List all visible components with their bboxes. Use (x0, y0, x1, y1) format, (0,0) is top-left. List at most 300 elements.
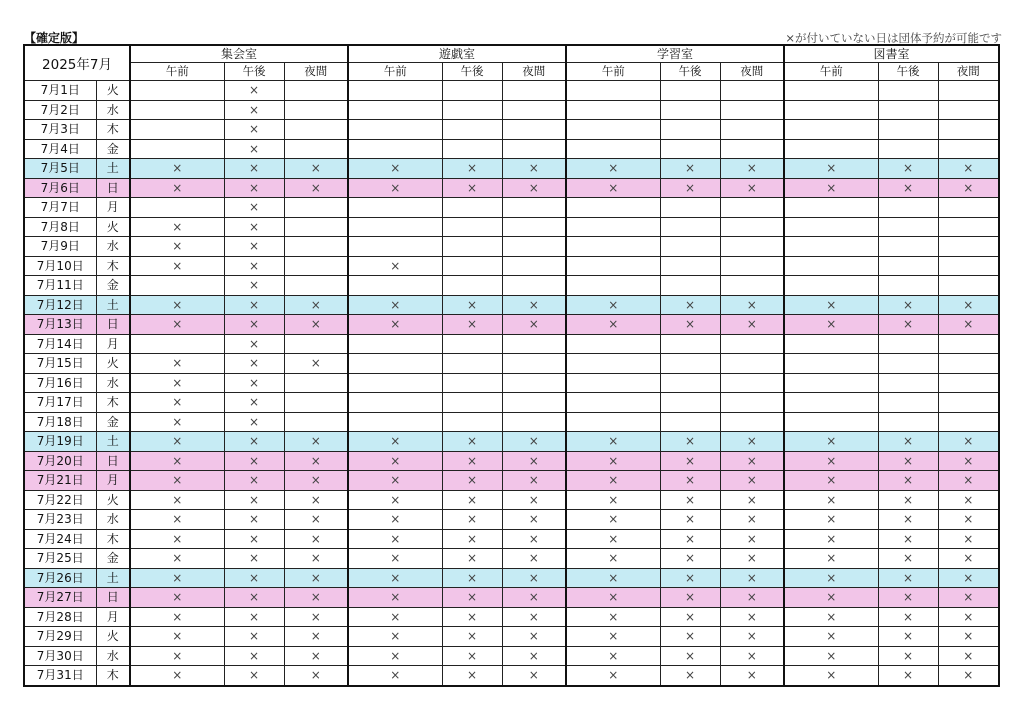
slot-cell (938, 100, 999, 120)
slot-cell: × (660, 178, 720, 198)
day-row (24, 451, 999, 471)
slot-cell: × (442, 646, 502, 666)
day-row (24, 373, 999, 393)
slot-cell (442, 412, 502, 432)
slot-cell: × (720, 529, 784, 549)
slot-cell: × (284, 568, 348, 588)
slot-cell: × (784, 315, 878, 335)
slot-cell: × (224, 178, 284, 198)
slot-cell (784, 354, 878, 374)
slot-cell (502, 237, 566, 257)
day-row (24, 354, 999, 374)
slot-cell (938, 237, 999, 257)
slot-cell (720, 354, 784, 374)
slot-cell (502, 81, 566, 101)
date-cell: 7月5日 (24, 159, 96, 179)
slot-cell: × (566, 432, 660, 452)
slot-cell (502, 373, 566, 393)
slot-cell (348, 276, 442, 296)
slot-cell (784, 276, 878, 296)
slot-cell (878, 120, 938, 140)
slot-cell (660, 412, 720, 432)
slot-cell: × (720, 159, 784, 179)
slot-cell: × (502, 471, 566, 491)
date-cell: 7月29日 (24, 627, 96, 647)
slot-cell: × (720, 315, 784, 335)
availability-note: ×が付いていない日は団体予約が可能です (785, 31, 1002, 45)
slot-cell (660, 81, 720, 101)
slot-cell: × (720, 568, 784, 588)
slot-cell: × (784, 490, 878, 510)
slot-cell (284, 81, 348, 101)
slot-cell: × (566, 627, 660, 647)
slot-header: 夜間 (720, 63, 784, 81)
slot-cell: × (130, 217, 224, 237)
slot-cell (566, 393, 660, 413)
slot-cell: × (224, 198, 284, 218)
slot-cell (442, 334, 502, 354)
slot-cell (284, 100, 348, 120)
slot-cell: × (348, 451, 442, 471)
slot-cell: × (502, 588, 566, 608)
slot-cell (566, 276, 660, 296)
slot-cell: × (784, 295, 878, 315)
slot-cell: × (284, 354, 348, 374)
weekday-cell: 水 (96, 646, 130, 666)
slot-cell: × (348, 568, 442, 588)
slot-cell: × (130, 529, 224, 549)
slot-cell: × (720, 510, 784, 530)
slot-cell: × (284, 295, 348, 315)
day-row (24, 529, 999, 549)
slot-cell (284, 217, 348, 237)
slot-cell: × (878, 529, 938, 549)
slot-cell: × (566, 451, 660, 471)
slot-cell (284, 120, 348, 140)
slot-cell (878, 256, 938, 276)
weekday-cell: 金 (96, 412, 130, 432)
slot-cell (878, 100, 938, 120)
slot-cell (130, 198, 224, 218)
date-cell: 7月24日 (24, 529, 96, 549)
slot-cell: × (878, 295, 938, 315)
slot-cell (348, 393, 442, 413)
slot-cell: × (566, 549, 660, 569)
date-cell: 7月15日 (24, 354, 96, 374)
slot-cell (284, 373, 348, 393)
slot-cell (348, 100, 442, 120)
slot-cell: × (130, 178, 224, 198)
slot-cell: × (878, 471, 938, 491)
month-label: 2025年7月 (24, 45, 130, 81)
slot-cell (566, 100, 660, 120)
slot-cell: × (878, 646, 938, 666)
slot-cell: × (224, 334, 284, 354)
slot-cell: × (938, 451, 999, 471)
weekday-cell: 水 (96, 373, 130, 393)
slot-cell: × (348, 607, 442, 627)
slot-cell: × (284, 588, 348, 608)
slot-cell (660, 373, 720, 393)
slot-cell (130, 81, 224, 101)
slot-cell (130, 100, 224, 120)
date-cell: 7月26日 (24, 568, 96, 588)
slot-cell: × (502, 451, 566, 471)
slot-cell (348, 198, 442, 218)
slot-cell (938, 412, 999, 432)
slot-cell: × (284, 529, 348, 549)
slot-cell: × (224, 81, 284, 101)
slot-cell: × (784, 159, 878, 179)
weekday-cell: 月 (96, 198, 130, 218)
slot-cell (720, 120, 784, 140)
slot-cell: × (442, 315, 502, 335)
slot-cell: × (224, 295, 284, 315)
slot-cell: × (284, 315, 348, 335)
date-cell: 7月17日 (24, 393, 96, 413)
slot-cell: × (566, 588, 660, 608)
day-row (24, 568, 999, 588)
slot-cell: × (502, 666, 566, 686)
slot-cell: × (720, 295, 784, 315)
slot-cell (502, 217, 566, 237)
slot-cell: × (720, 490, 784, 510)
weekday-cell: 水 (96, 510, 130, 530)
slot-cell: × (130, 354, 224, 374)
slot-cell: × (660, 588, 720, 608)
slot-cell: × (938, 646, 999, 666)
slot-cell: × (502, 510, 566, 530)
room-header: 遊戯室 (348, 45, 566, 63)
slot-cell: × (660, 568, 720, 588)
slot-cell (784, 412, 878, 432)
weekday-cell: 木 (96, 666, 130, 686)
slot-cell: × (566, 510, 660, 530)
slot-cell (720, 276, 784, 296)
slot-cell: × (348, 315, 442, 335)
slot-cell (878, 237, 938, 257)
slot-cell: × (938, 471, 999, 491)
slot-cell: × (938, 315, 999, 335)
slot-cell (938, 120, 999, 140)
slot-cell: × (224, 666, 284, 686)
slot-cell: × (938, 627, 999, 647)
slot-cell: × (224, 627, 284, 647)
slot-cell (442, 393, 502, 413)
slot-header: 午前 (348, 63, 442, 81)
day-row (24, 120, 999, 140)
slot-cell: × (660, 646, 720, 666)
slot-cell (878, 81, 938, 101)
slot-cell: × (502, 568, 566, 588)
slot-cell (720, 217, 784, 237)
weekday-cell: 土 (96, 432, 130, 452)
slot-cell: × (224, 510, 284, 530)
slot-cell: × (720, 549, 784, 569)
slot-cell (442, 276, 502, 296)
slot-cell: × (938, 588, 999, 608)
day-row (24, 276, 999, 296)
slot-cell: × (502, 529, 566, 549)
slot-cell: × (130, 412, 224, 432)
slot-cell: × (938, 510, 999, 530)
slot-cell (130, 120, 224, 140)
day-row (24, 139, 999, 159)
slot-cell: × (130, 646, 224, 666)
slot-cell (660, 334, 720, 354)
slot-cell (660, 217, 720, 237)
slot-cell (720, 198, 784, 218)
weekday-cell: 火 (96, 217, 130, 237)
slot-cell (442, 237, 502, 257)
room-header-row (24, 45, 999, 63)
slot-cell: × (938, 295, 999, 315)
slot-cell: × (284, 607, 348, 627)
day-row (24, 510, 999, 530)
slot-cell: × (938, 549, 999, 569)
slot-cell (720, 393, 784, 413)
slot-cell (284, 412, 348, 432)
slot-cell (442, 217, 502, 237)
slot-cell (502, 393, 566, 413)
slot-cell: × (784, 510, 878, 530)
slot-cell: × (502, 315, 566, 335)
slot-cell (566, 120, 660, 140)
slot-cell (878, 334, 938, 354)
weekday-cell: 木 (96, 120, 130, 140)
slot-cell: × (348, 432, 442, 452)
slot-cell (442, 256, 502, 276)
weekday-cell: 日 (96, 178, 130, 198)
slot-cell (660, 354, 720, 374)
date-cell: 7月10日 (24, 256, 96, 276)
date-cell: 7月13日 (24, 315, 96, 335)
slot-cell (784, 256, 878, 276)
room-header: 学習室 (566, 45, 784, 63)
slot-cell: × (878, 315, 938, 335)
slot-cell (284, 237, 348, 257)
slot-cell (284, 334, 348, 354)
slot-cell (938, 256, 999, 276)
day-row (24, 607, 999, 627)
slot-cell (720, 81, 784, 101)
slot-cell (784, 217, 878, 237)
day-row (24, 256, 999, 276)
slot-cell: × (660, 607, 720, 627)
date-cell: 7月4日 (24, 139, 96, 159)
slot-cell: × (224, 471, 284, 491)
slot-cell: × (442, 588, 502, 608)
slot-cell (938, 276, 999, 296)
day-row (24, 412, 999, 432)
slot-cell: × (784, 666, 878, 686)
date-cell: 7月11日 (24, 276, 96, 296)
weekday-cell: 日 (96, 588, 130, 608)
slot-cell (660, 120, 720, 140)
slot-cell: × (130, 237, 224, 257)
slot-cell (284, 276, 348, 296)
slot-cell: × (938, 666, 999, 686)
slot-cell: × (348, 178, 442, 198)
slot-cell: × (720, 178, 784, 198)
slot-cell (878, 139, 938, 159)
slot-cell: × (442, 159, 502, 179)
slot-cell: × (224, 412, 284, 432)
slot-cell: × (442, 666, 502, 686)
slot-cell: × (348, 549, 442, 569)
weekday-cell: 金 (96, 276, 130, 296)
day-row (24, 549, 999, 569)
slot-cell (720, 237, 784, 257)
slot-cell: × (566, 490, 660, 510)
date-cell: 7月9日 (24, 237, 96, 257)
slot-cell: × (878, 178, 938, 198)
date-cell: 7月19日 (24, 432, 96, 452)
slot-cell (566, 256, 660, 276)
day-row (24, 217, 999, 237)
slot-cell (720, 100, 784, 120)
day-row (24, 81, 999, 101)
slot-cell: × (130, 373, 224, 393)
slot-cell: × (938, 490, 999, 510)
date-cell: 7月14日 (24, 334, 96, 354)
slot-cell (348, 139, 442, 159)
slot-cell (566, 139, 660, 159)
slot-cell: × (566, 568, 660, 588)
slot-cell: × (442, 295, 502, 315)
slot-cell: × (284, 471, 348, 491)
weekday-cell: 木 (96, 393, 130, 413)
slot-cell: × (130, 432, 224, 452)
slot-cell (878, 198, 938, 218)
slot-cell (502, 120, 566, 140)
weekday-cell: 木 (96, 529, 130, 549)
status-label: 【確定版】 (24, 31, 85, 45)
slot-cell: × (660, 315, 720, 335)
slot-cell: × (938, 178, 999, 198)
slot-cell (784, 198, 878, 218)
slot-cell (566, 81, 660, 101)
slot-cell: × (878, 627, 938, 647)
slot-cell: × (566, 315, 660, 335)
slot-cell: × (224, 100, 284, 120)
date-cell: 7月18日 (24, 412, 96, 432)
slot-cell (660, 237, 720, 257)
slot-cell: × (784, 646, 878, 666)
slot-cell: × (784, 549, 878, 569)
slot-cell (784, 393, 878, 413)
slot-cell: × (224, 315, 284, 335)
slot-cell (784, 334, 878, 354)
slot-cell: × (348, 295, 442, 315)
slot-cell: × (938, 529, 999, 549)
weekday-cell: 金 (96, 549, 130, 569)
slot-cell: × (660, 549, 720, 569)
slot-cell: × (348, 529, 442, 549)
weekday-cell: 月 (96, 471, 130, 491)
slot-cell: × (660, 432, 720, 452)
day-row (24, 393, 999, 413)
slot-cell: × (130, 549, 224, 569)
slot-cell (566, 373, 660, 393)
slot-cell: × (502, 627, 566, 647)
day-row (24, 295, 999, 315)
day-row (24, 646, 999, 666)
slot-cell: × (130, 588, 224, 608)
slot-cell (348, 412, 442, 432)
slot-cell (566, 198, 660, 218)
date-cell: 7月28日 (24, 607, 96, 627)
slot-cell: × (878, 432, 938, 452)
slot-cell (348, 81, 442, 101)
slot-cell (442, 100, 502, 120)
slot-cell (130, 276, 224, 296)
slot-header: 午後 (224, 63, 284, 81)
slot-cell: × (348, 588, 442, 608)
slot-cell (566, 412, 660, 432)
slot-cell: × (442, 471, 502, 491)
slot-cell: × (224, 646, 284, 666)
slot-cell (348, 217, 442, 237)
slot-cell: × (224, 217, 284, 237)
slot-cell: × (224, 588, 284, 608)
slot-cell: × (224, 120, 284, 140)
slot-cell (348, 354, 442, 374)
weekday-cell: 火 (96, 490, 130, 510)
slot-cell: × (784, 432, 878, 452)
slot-cell: × (720, 588, 784, 608)
slot-cell (938, 393, 999, 413)
weekday-cell: 土 (96, 568, 130, 588)
slot-cell: × (442, 607, 502, 627)
slot-cell: × (720, 646, 784, 666)
room-header: 図書室 (784, 45, 999, 63)
slot-cell: × (284, 432, 348, 452)
date-cell: 7月8日 (24, 217, 96, 237)
slot-cell: × (130, 568, 224, 588)
slot-cell: × (224, 490, 284, 510)
slot-cell: × (660, 490, 720, 510)
slot-cell: × (442, 432, 502, 452)
slot-header: 夜間 (938, 63, 999, 81)
slot-cell (130, 334, 224, 354)
slot-cell: × (720, 432, 784, 452)
slot-cell: × (784, 451, 878, 471)
slot-cell: × (224, 451, 284, 471)
weekday-cell: 月 (96, 334, 130, 354)
slot-cell: × (660, 510, 720, 530)
slot-cell: × (130, 256, 224, 276)
slot-cell: × (224, 432, 284, 452)
slot-cell: × (284, 646, 348, 666)
slot-cell (660, 139, 720, 159)
slot-cell: × (502, 295, 566, 315)
slot-cell: × (224, 139, 284, 159)
slot-cell (502, 198, 566, 218)
slot-cell (720, 256, 784, 276)
date-cell: 7月1日 (24, 81, 96, 101)
slot-cell: × (284, 178, 348, 198)
day-row (24, 490, 999, 510)
slot-cell: × (566, 529, 660, 549)
slot-cell: × (878, 549, 938, 569)
slot-cell (938, 334, 999, 354)
slot-cell: × (442, 178, 502, 198)
slot-cell: × (566, 295, 660, 315)
slot-cell (878, 393, 938, 413)
slot-header: 午後 (442, 63, 502, 81)
slot-cell: × (566, 178, 660, 198)
